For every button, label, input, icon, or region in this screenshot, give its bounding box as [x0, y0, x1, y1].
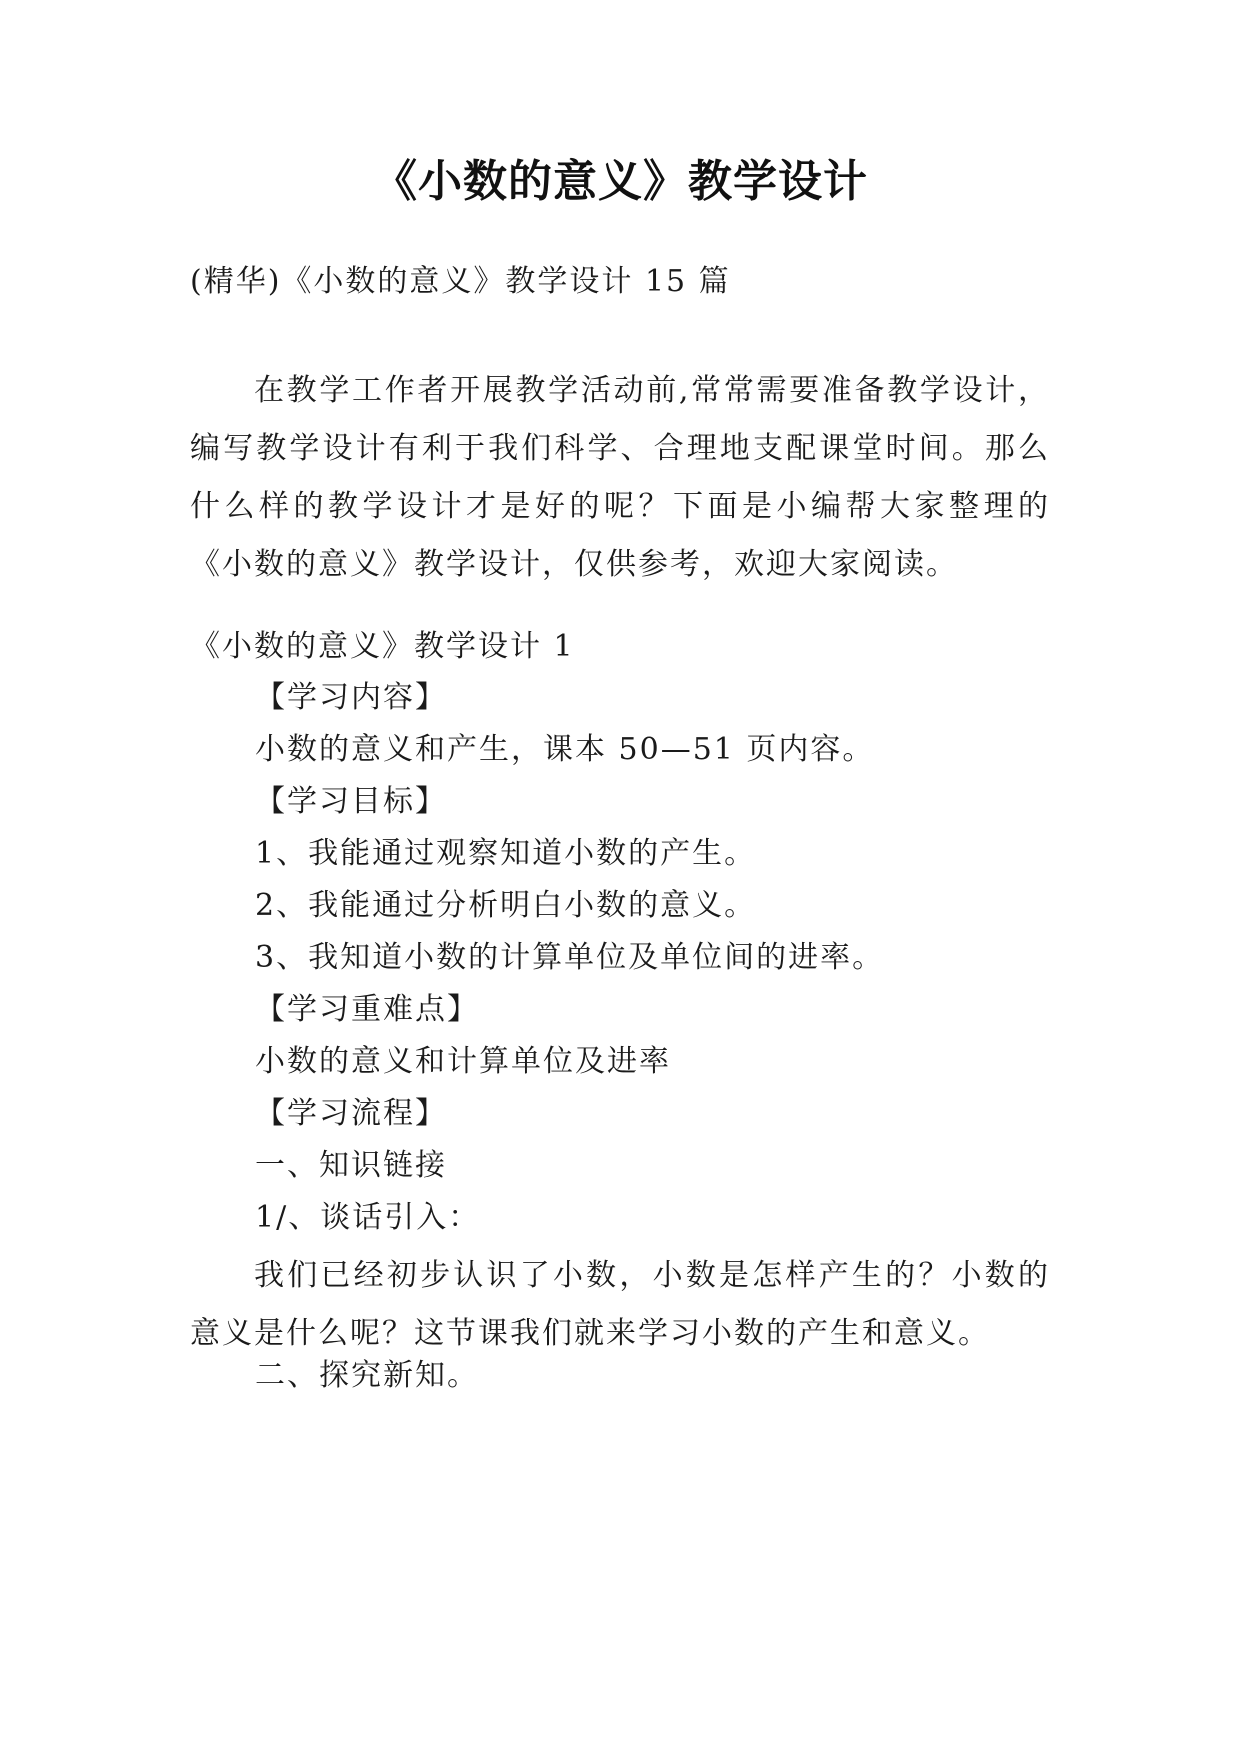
section-heading: 《小数的意义》教学设计 1: [190, 629, 575, 664]
step-2: 二、探究新知。: [255, 1358, 479, 1393]
document-title: 《小数的意义》教学设计: [373, 156, 868, 207]
goal-heading: 【学习目标】: [255, 784, 447, 819]
difficulty-heading: 【学习重难点】: [255, 992, 479, 1027]
process-heading: 【学习流程】: [255, 1096, 447, 1131]
step-1: 一、知识链接: [255, 1148, 447, 1183]
document-subtitle: (精华)《小数的意义》教学设计 15 篇: [190, 264, 731, 299]
intro-paragraph: 在教学工作者开展教学活动前,常常需要准备教学设计，编写教学设计有利于我们科学、合理地支配课堂时间。那么什么样的教学设计才是好的呢？下面是小编帮大家整理的《小数的意义》教学设计，仅供参考，欢迎大家阅读。: [190, 373, 1050, 582]
step-1-1: 1/、谈话引入：: [255, 1200, 481, 1235]
goal-item-2: 2、我能通过分析明白小数的意义。: [255, 888, 757, 923]
dialogue-paragraph: 我们已经初步认识了小数，小数是怎样产生的？小数的意义是什么呢？这节课我们就来学习小数的产生和意义。: [190, 1258, 1050, 1351]
content-text: 小数的意义和产生，课本 50—51 页内容。: [255, 732, 875, 767]
goal-item-1: 1、我能通过观察知道小数的产生。: [255, 836, 757, 871]
goal-item-3: 3、我知道小数的计算单位及单位间的进率。: [255, 940, 885, 975]
content-heading: 【学习内容】: [255, 680, 447, 715]
difficulty-text: 小数的意义和计算单位及进率: [255, 1044, 671, 1079]
